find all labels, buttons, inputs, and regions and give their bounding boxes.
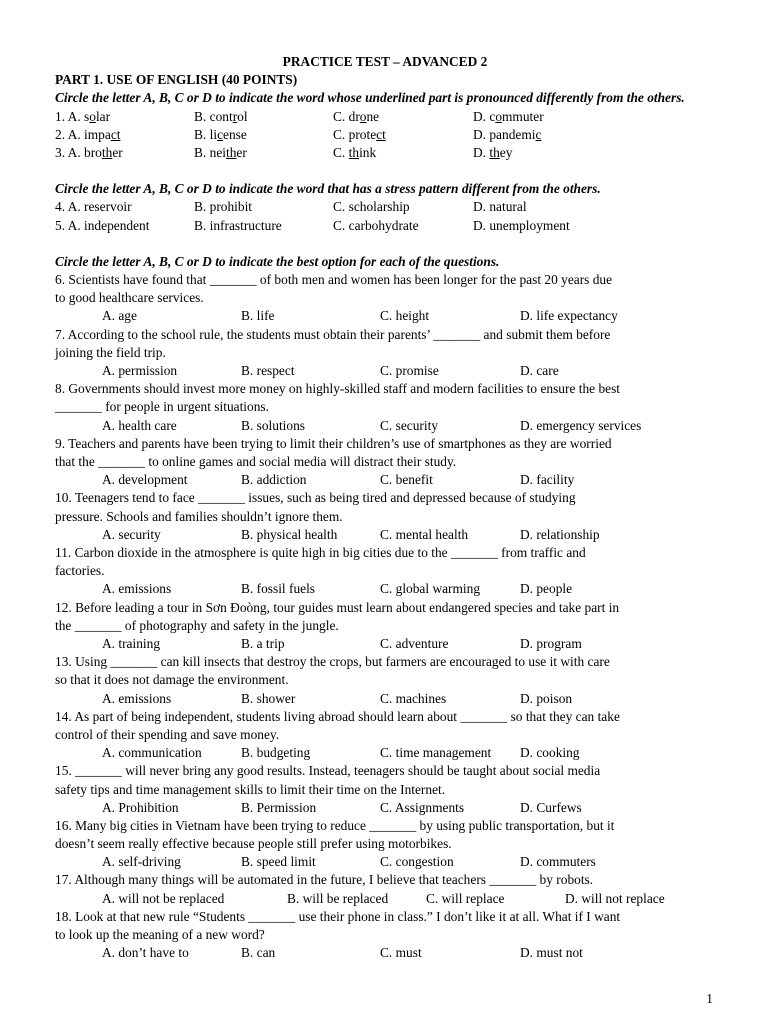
option-b: B. budgeting [241,745,311,761]
page-title: PRACTICE TEST – ADVANCED 2 [282,54,488,69]
option-a: 1. A. solar [55,108,111,124]
underlined-part: th [348,144,360,160]
option-a: A. development [102,472,188,488]
option-c: C. carbohydrate [333,217,419,233]
instruction-pronunciation: Circle the letter A, B, C or D to indicate the word whose underlined part is pronounced differently from the others. [55,90,685,106]
option-b: B. addiction [241,472,307,488]
answer-options [55,526,715,544]
question-text: the _______ of photography and safety in the jungle. [55,617,339,633]
option-a: 3. A. brother [55,144,123,160]
option-c: C. must [380,945,422,961]
question-text: to look up the meaning of a new word? [55,927,265,943]
option-a: A. health care [102,417,177,433]
option-c: C. drone [333,108,380,124]
question-text: to good healthcare services. [55,290,204,306]
option-a: 4. A. reservoir [55,199,132,215]
option-b: B. shower [241,690,296,706]
page-number: 1 [706,991,713,1006]
option-d: D. relationship [520,526,600,542]
underlined-part: c [217,126,224,142]
pronunciation-questions [55,108,715,163]
question-text: so that it does not damage the environment. [55,672,289,688]
option-b: B. infrastructure [194,217,282,233]
option-b: B. license [194,126,247,142]
option-c: C. mental health [380,526,469,542]
question-text: _______ for people in urgent situations. [55,399,269,415]
option-c: C. think [333,144,377,160]
option-d: D. care [520,362,559,378]
pronunciation-row [55,108,715,126]
question-text: 13. Using _______ can kill insects that destroy the crops, but farmers are encouraged to use it with care [55,654,610,670]
option-a: A. age [102,308,137,324]
option-b: B. speed limit [241,854,316,870]
option-c: C. global warming [380,581,481,597]
question-text: safety tips and time management skills to limit their time on the Internet. [55,781,446,797]
option-b: B. physical health [241,526,338,542]
option-b: B. fossil fuels [241,581,316,597]
option-d: D. must not [520,945,583,961]
question-text: 17. Although many things will be automated in the future, I believe that teachers _______ by robots. [55,872,594,888]
question-text: 10. Teenagers tend to face _______ issues, such as being tired and depressed because of studying [55,490,576,506]
option-b: B. will be replaced [287,890,389,906]
question-text: 16. Many big cities in Vietnam have been trying to reduce _______ by using public transportation, but it [55,817,615,833]
question-text: 12. Before leading a tour in Sơn Đoòng, tour guides must learn about endangered species and take part in [55,599,620,615]
option-b: B. can [241,945,276,961]
question-text: factories. [55,563,105,579]
option-a: A. emissions [102,581,172,597]
instruction-stress: Circle the letter A, B, C or D to indicate the word that has a stress pattern different from the others. [55,181,601,197]
question-text: 6. Scientists have found that _______ of both men and women has been longer for the past 20 years due [55,271,613,287]
underlined-part: ct [110,126,121,142]
answer-options [55,799,715,817]
answer-options [55,417,715,435]
option-c: C. security [380,417,439,433]
option-b: B. prohibit [194,199,253,215]
question-text: that the _______ to online games and social media will distract their study. [55,453,457,469]
option-a: A. security [102,526,161,542]
option-c: C. machines [380,690,447,706]
option-d: D. life expectancy [520,308,618,324]
option-b: B. Permission [241,799,317,815]
option-c: C. adventure [380,635,449,651]
option-d: D. unemployment [473,217,570,233]
option-d: D. facility [520,472,575,488]
option-c: C. will replace [426,890,505,906]
option-d: D. cooking [520,745,580,761]
answer-options [55,362,715,380]
underlined-part: o [495,108,503,124]
stress-row [55,217,715,235]
option-d: D. pandemic [473,126,542,142]
option-c: C. congestion [380,854,454,870]
pronunciation-row [55,144,715,162]
answer-options [55,635,715,653]
option-c: C. scholarship [333,199,410,215]
option-d: D. commuter [473,108,544,124]
option-d: D. people [520,581,573,597]
underlined-part: th [226,144,237,160]
stress-questions [55,198,715,234]
underlined-part: ct [376,126,386,142]
option-a: A. permission [102,362,178,378]
stress-row [55,198,715,216]
underlined-part: th [489,144,500,160]
option-b: B. neither [194,144,247,160]
question-text: 11. Carbon dioxide in the atmosphere is quite high in big cities due to the _______ from traffic and [55,544,586,560]
pronunciation-row [55,126,715,144]
question-text: control of their spending and save money. [55,726,280,742]
question-text: 9. Teachers and parents have been trying to limit their children’s use of smartphones as they are worried [55,435,612,451]
option-d: D. they [473,144,513,160]
answer-options [55,944,715,962]
option-d: D. program [520,635,582,651]
answer-options [55,307,715,325]
option-b: B. life [241,308,275,324]
option-a: A. Prohibition [102,799,179,815]
option-a: 5. A. independent [55,217,150,233]
underlined-part: th [101,144,113,160]
question-text: pressure. Schools and families shouldn’t ignore them. [55,508,343,524]
answer-options [55,690,715,708]
question-text: 7. According to the school rule, the students must obtain their parents’ _______ and submit them before [55,326,611,342]
question-text: 8. Governments should invest more money on highly-skilled staff and modern facilities to ensure the best [55,381,621,397]
question-text: 18. Look at that new rule “Students _______ use their phone in class.” I don’t like it at all. What if I want [55,908,621,924]
option-c: C. Assignments [380,799,465,815]
option-a: A. don’t have to [102,945,189,961]
underlined-part: c [535,126,542,142]
option-d: D. poison [520,690,573,706]
option-d: D. Curfews [520,799,582,815]
option-a: A. self-driving [102,854,181,870]
option-d: D. commuters [520,854,596,870]
multiple-choice-questions [55,271,715,963]
option-a: A. will not be replaced [102,890,225,906]
option-b: B. respect [241,362,295,378]
option-c: C. height [380,308,430,324]
instruction-best-option: Circle the letter A, B, C or D to indicate the best option for each of the questions. [55,253,500,269]
option-d: D. emergency services [520,417,642,433]
answer-options [55,471,715,489]
underlined-part: o [89,108,96,124]
answer-options [55,890,715,908]
option-a: A. communication [102,745,202,761]
option-c: C. time management [380,745,492,761]
answer-options [55,580,715,598]
option-c: C. protect [333,126,386,142]
underlined-part: r [232,108,238,124]
underlined-part: o [359,108,367,124]
question-text: joining the field trip. [55,344,166,360]
question-text: doesn’t seem really effective because people still prefer using motorbikes. [55,836,452,852]
question-text: 14. As part of being independent, students living abroad should learn about _______ so that they can take [55,708,620,724]
option-a: A. training [102,635,161,651]
option-b: B. a trip [241,635,285,651]
part-heading: PART 1. USE OF ENGLISH (40 POINTS) [55,72,298,88]
option-b: B. control [194,108,248,124]
option-c: C. promise [380,362,439,378]
option-a: A. emissions [102,690,172,706]
option-d: D. natural [473,199,527,215]
question-text: 15. _______ will never bring any good results. Instead, teenagers should be taught about social media [55,763,601,779]
option-d: D. will not replace [565,890,665,906]
answer-options [55,744,715,762]
document-page [55,53,715,962]
option-a: 2. A. impact [55,126,121,142]
answer-options [55,853,715,871]
option-b: B. solutions [241,417,305,433]
option-c: C. benefit [380,472,433,488]
